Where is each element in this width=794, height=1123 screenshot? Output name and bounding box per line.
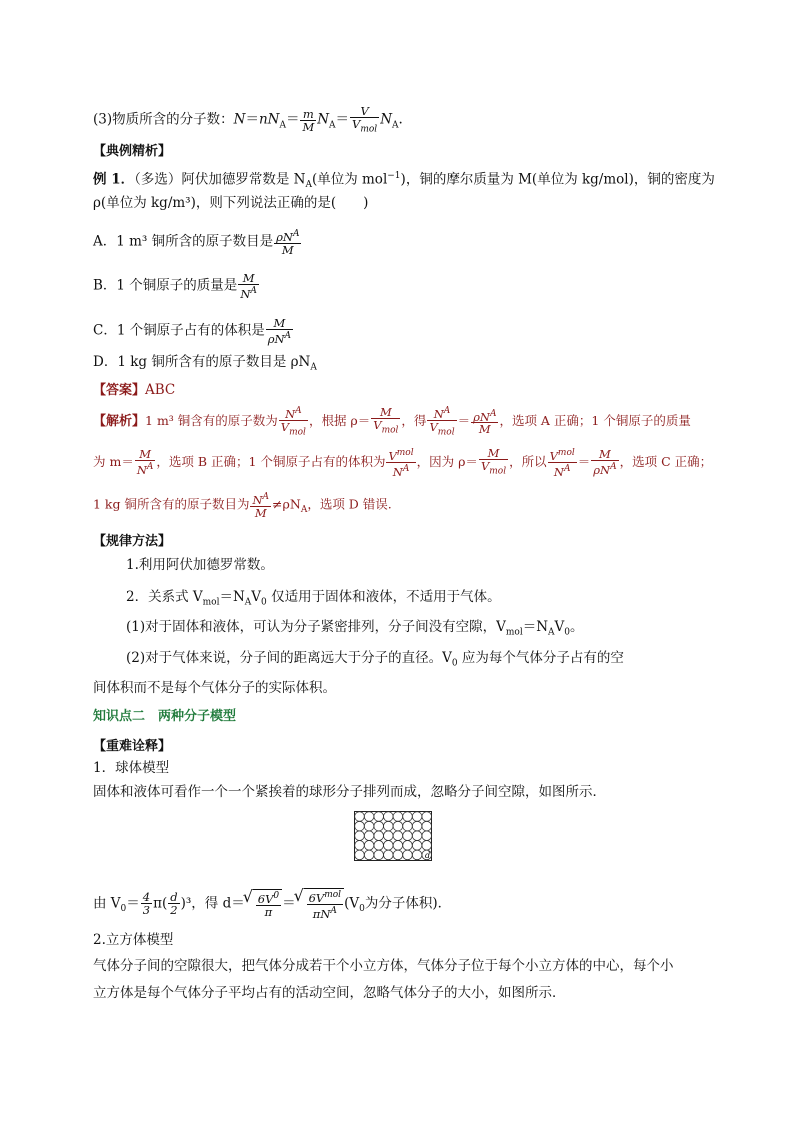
molecule-sphere	[355, 821, 365, 831]
model2-text-1: 气体分子间的空隙很大，把气体分成若干个小立方体，气体分子位于每个小立方体的中心，每个小	[93, 958, 674, 974]
formula-line-molecule-count: (3)物质所含的分子数：$N=nN_A=$ $\frac{m}{M}$ $N_A=$ $\frac{V}{V_{mol}}$ $N_A$.	[93, 104, 403, 135]
model1-title: 1．球体模型	[93, 760, 170, 776]
molecule-sphere	[393, 812, 403, 822]
analysis-line-2: 为 m＝ $\frac{M}{N^A}$ ，选项 B 正确；1 个铜原子占有的体积为 $\frac{V^{mol}}{N^A}$ ，因为 ρ＝ $\frac{M}{V_{mol}}$ ，所以 $\frac{V^{mol}}{N^A}$ ＝ $\frac{M}{\rho N^A}$ ，选项 C 正确；	[93, 446, 713, 479]
molecule-sphere	[364, 850, 374, 860]
option-d: D．1 kg 铜所含有的原子数目是 $\rho N_A$	[93, 354, 317, 373]
molecule-sphere	[374, 841, 384, 851]
fraction-V-over-Vmol: $\frac{V}{V_{mol}}$	[352, 104, 378, 135]
molecule-sphere	[384, 812, 394, 822]
analysis-line-1: 【解析】1 m³ 铜含有的原子数为 $\frac{N^A}{V_{mol}}$ ，根据 ρ＝ $\frac{M}{V_{mol}}$ ，得 $\frac{N^A}{V_{mol}}$ ＝ $\frac{\rho N^A}{M}$ ，选项 A 正确；1 个铜原子的质量	[93, 405, 691, 438]
example-stem-line-1: 例 1．（多选）阿伏加德罗常数是 $N_A$(单位为 mol$^{-1}$)，铜的摩尔质量为 M(单位为 kg/mol)，铜的密度为	[93, 171, 715, 191]
option-c: C．1 个铜原子占有的体积是 $\frac{M}{\rho N^A}$	[93, 316, 292, 346]
molecule-sphere	[393, 841, 403, 851]
molecule-sphere	[412, 831, 422, 841]
answer-value: ABC	[145, 382, 176, 398]
molecule-sphere	[364, 812, 374, 822]
molecule-sphere	[422, 831, 432, 841]
molecule-sphere	[364, 831, 374, 841]
answer-line: 【答案】ABC	[93, 382, 176, 398]
method-item-4: (2)对于气体来说，分子间的距离远大于分子的直径。$V_0$ 应为每个气体分子占有的空	[126, 650, 624, 669]
fraction-m-over-M: $\frac{m}{M}$	[302, 106, 315, 134]
example-stem-line-2: ρ(单位为 kg/m³)，则下列说法正确的是( )	[93, 195, 369, 211]
molecule-sphere	[412, 850, 422, 860]
molecule-sphere	[384, 841, 394, 851]
molecule-sphere	[412, 821, 422, 831]
model1-formula: 由 $V_0=$ $\frac{4}{3}$ π( $\frac{d}{2}$ )³，得 d＝ √ $\frac{6V^0}{\pi}$ ＝ √ $\frac{6V^{mol}}{\pi N^A}$ ($V_0$为分子体积)．	[93, 888, 451, 920]
section-heading-two-models: 知识点二 两种分子模型	[93, 709, 237, 724]
molecule-sphere	[374, 812, 384, 822]
molecule-sphere	[412, 841, 422, 851]
heading-explanation: 【重难诠释】	[93, 739, 172, 754]
molecule-sphere	[384, 850, 394, 860]
example-label: 例 1．	[93, 171, 135, 188]
molecule-sphere	[422, 821, 432, 831]
model2-title: 2.立方体模型	[93, 932, 174, 948]
method-item-4-cont: 间体积而不是每个气体分子的实际体积。	[93, 680, 336, 696]
molecule-sphere	[374, 821, 384, 831]
molecule-sphere	[393, 850, 403, 860]
heading-method: 【规律方法】	[93, 534, 172, 549]
molecule-sphere	[374, 850, 384, 860]
molecule-sphere	[364, 821, 374, 831]
molecule-sphere	[403, 821, 413, 831]
method-item-1: 1.利用阿伏加德罗常数。	[126, 557, 274, 573]
sphere-model-figure	[354, 811, 432, 861]
molecule-sphere	[355, 841, 365, 851]
heading-typical-example: 【典例精析】	[93, 144, 172, 159]
molecule-sphere	[384, 821, 394, 831]
molecule-sphere	[364, 841, 374, 851]
formula-lead-text: (3)物质所含的分子数：	[93, 111, 234, 128]
option-a: A．1 m³ 铜所含的原子数目是 $\frac{\rho N^A}{M}$	[93, 229, 300, 257]
molecule-sphere	[374, 831, 384, 841]
molecule-sphere	[422, 812, 432, 822]
molecule-sphere	[412, 812, 422, 822]
model1-text: 固体和液体可看作一个一个紧挨着的球形分子排列而成，忽略分子间空隙，如图所示．	[93, 784, 606, 800]
molecule-sphere	[355, 812, 365, 822]
molecule-sphere	[403, 850, 413, 860]
molecule-sphere	[403, 812, 413, 822]
analysis-line-3: 1 kg 铜所含有的原子数目为 $\frac{N^A}{M}$ $\ne\rho N_A$，选项 D 错误.	[93, 492, 392, 520]
figure-label-d: d	[425, 851, 431, 860]
molecule-sphere	[384, 831, 394, 841]
molecule-sphere	[422, 841, 432, 851]
molecule-sphere	[393, 831, 403, 841]
molecule-sphere	[355, 850, 365, 860]
method-item-2: 2．关系式 $V_{mol}=N_AV_0$ 仅适用于固体和液体，不适用于气体。	[126, 589, 501, 608]
molecule-sphere	[393, 821, 403, 831]
option-b: B．1 个铜原子的质量是 $\frac{M}{N^A}$	[93, 271, 257, 301]
molecule-sphere	[403, 831, 413, 841]
molecule-sphere	[403, 841, 413, 851]
method-item-3: (1)对于固体和液体，可认为分子紧密排列，分子间没有空隙，$V_{mol}=N_AV_0$。	[126, 619, 584, 638]
molecule-sphere	[355, 831, 365, 841]
model2-text-2: 立方体是每个气体分子平均占有的活动空间，忽略气体分子的大小，如图所示．	[93, 985, 566, 1001]
